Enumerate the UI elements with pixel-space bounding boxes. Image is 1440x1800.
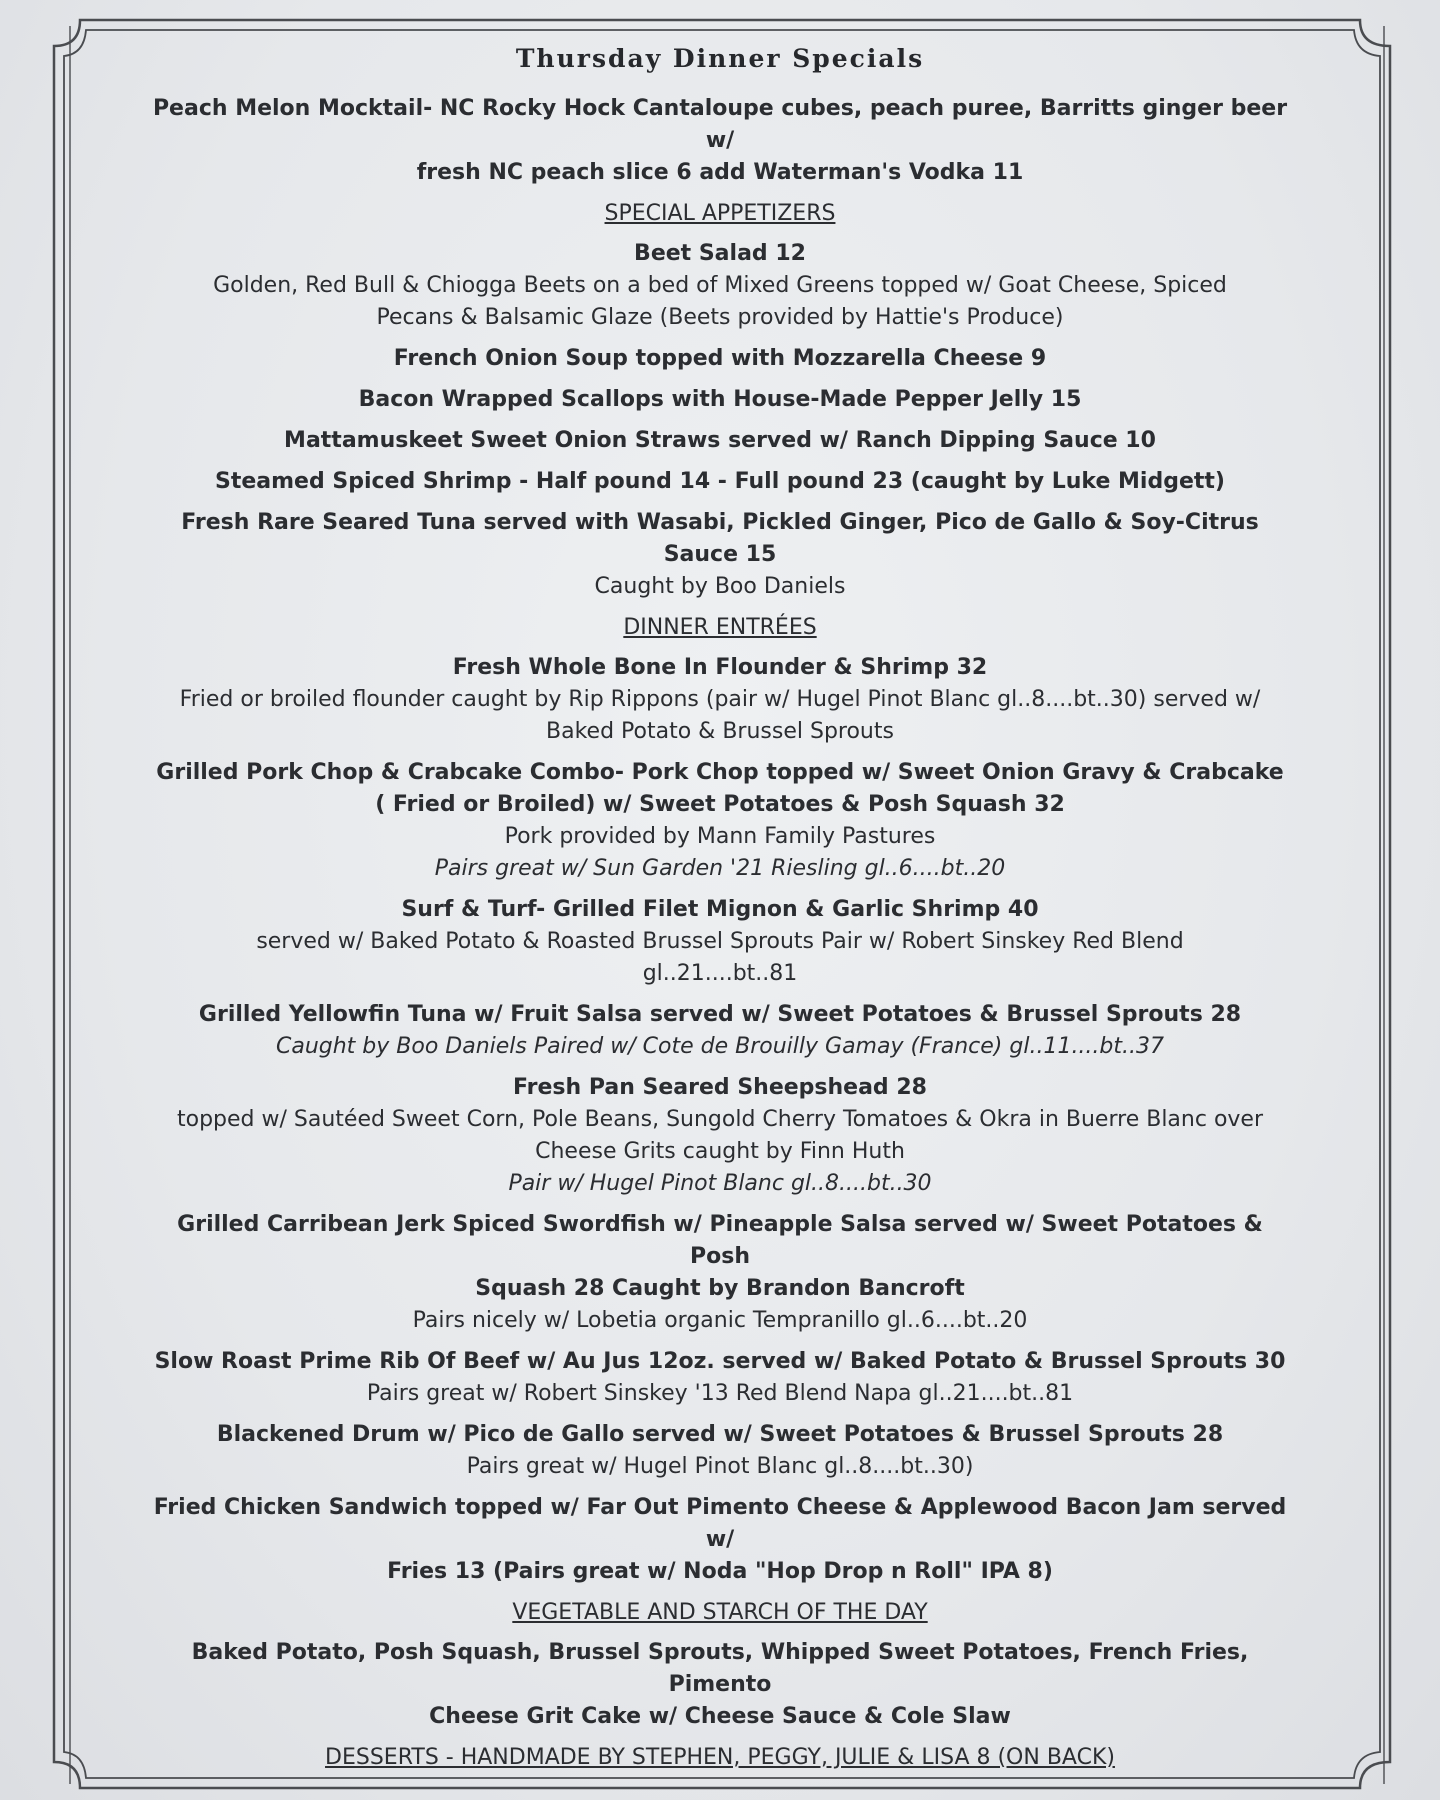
item-note: Caught by Boo Daniels: [594, 574, 846, 599]
mocktail-item: [150, 93, 1290, 189]
drum-item: [150, 1419, 1290, 1483]
wine-pairing: Pairs nicely w/ Lobetia organic Tempranillo gl..6....bt..20: [412, 1308, 1028, 1333]
item-title: Grilled Pork Chop & Crabcake Combo- Pork Chop topped w/ Sweet Onion Gravy & Crabcake: [156, 760, 1284, 785]
yellowfin-item: [150, 999, 1290, 1063]
item-title: Grilled Yellowfin Tuna w/ Fruit Salsa served w/ Sweet Potatoes & Brussel Sprouts 28: [198, 1002, 1242, 1027]
item-title: Fries 13 (Pairs great w/ Noda "Hop Drop n Roll" IPA 8): [387, 1559, 1053, 1584]
vegetable-line: Cheese Grit Cake w/ Cheese Sauce & Cole Slaw: [429, 1704, 1011, 1729]
vegetable-list: [150, 1637, 1290, 1733]
item-title: Fresh Whole Bone In Flounder & Shrimp 32: [452, 655, 988, 680]
prime-rib-item: [150, 1346, 1290, 1410]
wine-pairing: Pair w/ Hugel Pinot Blanc gl..8....bt..30: [508, 1171, 932, 1196]
wine-pairing: Pairs great w/ Sun Garden '21 Riesling gl..6....bt..20: [434, 856, 1006, 881]
item-title: Slow Roast Prime Rib Of Beef w/ Au Jus 12oz. served w/ Baked Potato & Brussel Sprouts 30: [154, 1349, 1286, 1374]
item-title: Surf & Turf- Grilled Filet Mignon & Garlic Shrimp 40: [401, 897, 1039, 922]
item-title: Squash 28 Caught by Brandon Bancroft: [475, 1276, 965, 1301]
item-title: ( Fried or Broiled) w/ Sweet Potatoes & Posh Squash 32: [375, 792, 1065, 817]
item-title: Steamed Spiced Shrimp - Half pound 14 - Full pound 23 (caught by Luke Midgett): [215, 469, 1225, 494]
item-description: Baked Potato & Brussel Sprouts: [546, 719, 894, 744]
mocktail-line: Peach Melon Mocktail- NC Rocky Hock Cantaloupe cubes, peach puree, Barritts ginger beer w/: [152, 96, 1288, 153]
menu-content: [150, 44, 1290, 1782]
wine-pairing: Pairs great w/ Hugel Pinot Blanc gl..8....bt..30): [466, 1454, 974, 1479]
item-title: Mattamuskeet Sweet Onion Straws served w/ Ranch Dipping Sauce 10: [284, 428, 1156, 453]
onion-straws-item: [150, 425, 1290, 457]
item-title: Grilled Carribean Jerk Spiced Swordfish w/ Pineapple Salsa served w/ Sweet Potatoes & Posh: [177, 1212, 1263, 1269]
vegetable-line: Baked Potato, Posh Squash, Brussel Sprouts, Whipped Sweet Potatoes, French Fries, Pimento: [191, 1640, 1249, 1697]
pork-chop-item: [150, 757, 1290, 885]
item-description: Fried or broiled flounder caught by Rip Rippons (pair w/ Hugel Pinot Blanc gl..8....bt..30) served w/: [179, 687, 1261, 712]
vegetable-heading: VEGETABLE AND STARCH OF THE DAY: [512, 1600, 928, 1625]
chicken-sandwich-item: [150, 1492, 1290, 1588]
soup-item: [150, 343, 1290, 375]
item-title: Fresh Pan Seared Sheepshead 28: [513, 1075, 927, 1100]
tuna-appetizer-item: [150, 507, 1290, 603]
item-description: Pecans & Balsamic Glaze (Beets provided by Hattie's Produce): [376, 305, 1064, 330]
item-description: Cheese Grits caught by Finn Huth: [535, 1139, 905, 1164]
swordfish-item: [150, 1209, 1290, 1337]
item-title: Bacon Wrapped Scallops with House-Made Pepper Jelly 15: [358, 387, 1082, 412]
item-title: Blackened Drum w/ Pico de Gallo served w/ Sweet Potatoes & Brussel Sprouts 28: [216, 1422, 1224, 1447]
item-description: Golden, Red Bull & Chiogga Beets on a bed of Mixed Greens topped w/ Goat Cheese, Spiced: [213, 273, 1227, 298]
flounder-item: [150, 652, 1290, 748]
item-title: Fried Chicken Sandwich topped w/ Far Out Pimento Cheese & Applewood Bacon Jam served w/: [153, 1495, 1287, 1552]
desserts-heading: DESSERTS - HANDMADE BY STEPHEN, PEGGY, JULIE & LISA 8 (ON BACK): [325, 1745, 1115, 1770]
shrimp-item: [150, 466, 1290, 498]
item-description: served w/ Baked Potato & Roasted Brussel Sprouts Pair w/ Robert Sinskey Red Blend: [256, 929, 1184, 954]
sheepshead-item: [150, 1072, 1290, 1200]
scallops-item: [150, 384, 1290, 416]
page-title: Thursday Dinner Specials: [515, 44, 925, 73]
entrees-heading: DINNER ENTRÉES: [623, 615, 817, 640]
beet-salad-item: [150, 238, 1290, 334]
item-description: topped w/ Sautéed Sweet Corn, Pole Beans, Sungold Cherry Tomatoes & Okra in Buerre Blanc over: [176, 1107, 1263, 1132]
item-title: Fresh Rare Seared Tuna served with Wasabi, Pickled Ginger, Pico de Gallo & Soy-Citrus Sauce 15: [181, 510, 1259, 567]
item-description: gl..21....bt..81: [642, 961, 798, 986]
appetizers-heading: SPECIAL APPETIZERS: [604, 201, 836, 226]
wine-pairing: Caught by Boo Daniels Paired w/ Cote de Brouilly Gamay (France) gl..11....bt..37: [275, 1034, 1164, 1059]
item-note: Pork provided by Mann Family Pastures: [504, 824, 936, 849]
surf-turf-item: [150, 894, 1290, 990]
item-title: Beet Salad 12: [634, 241, 806, 266]
item-title: French Onion Soup topped with Mozzarella Cheese 9: [393, 346, 1047, 371]
mocktail-line: fresh NC peach slice 6 add Waterman's Vodka 11: [416, 160, 1024, 185]
wine-pairing: Pairs great w/ Robert Sinskey '13 Red Blend Napa gl..21....bt..81: [366, 1381, 1074, 1406]
